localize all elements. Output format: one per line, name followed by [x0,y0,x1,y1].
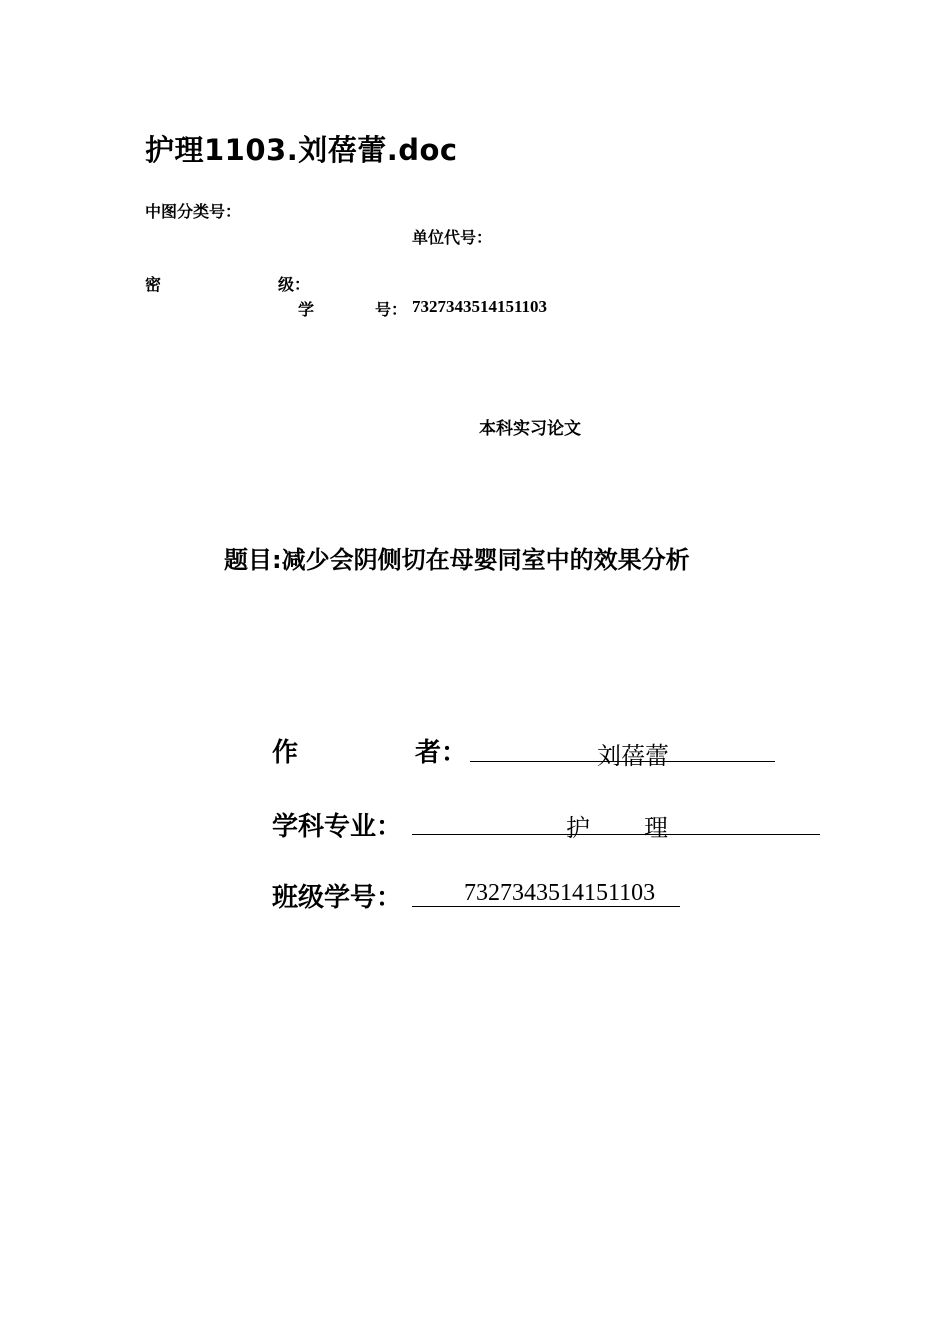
major-value-char-1: 护 [566,816,590,842]
secret-level-label-suffix: 级： [278,275,311,294]
major-label: 学科专业： [272,812,403,842]
thesis-type: 本科实习论文 [479,419,581,439]
class-student-id-label: 班级学号： [272,883,403,913]
major-fill-line [412,806,820,835]
author-label-char: 作 [272,738,299,768]
major-value-char-2: 理 [644,816,668,842]
class-student-id-value: 7327343514151103 [464,880,656,906]
secret-level-label-char: 密 [145,275,162,294]
student-id-value: 7327343514151103 [412,297,548,316]
student-id-label-suffix: 号： [375,300,408,319]
document-file-title: 护理1103.刘蓓蕾.doc [145,133,458,167]
thesis-topic: 题目:减少会阴侧切在母婴同室中的效果分析 [224,546,690,574]
author-value: 刘蓓蕾 [597,744,669,770]
author-label-suffix: 者： [415,738,468,768]
student-id-label-char: 学 [298,300,315,319]
classification-number-label: 中图分类号： [145,202,242,221]
unit-code-label: 单位代号： [412,228,493,247]
